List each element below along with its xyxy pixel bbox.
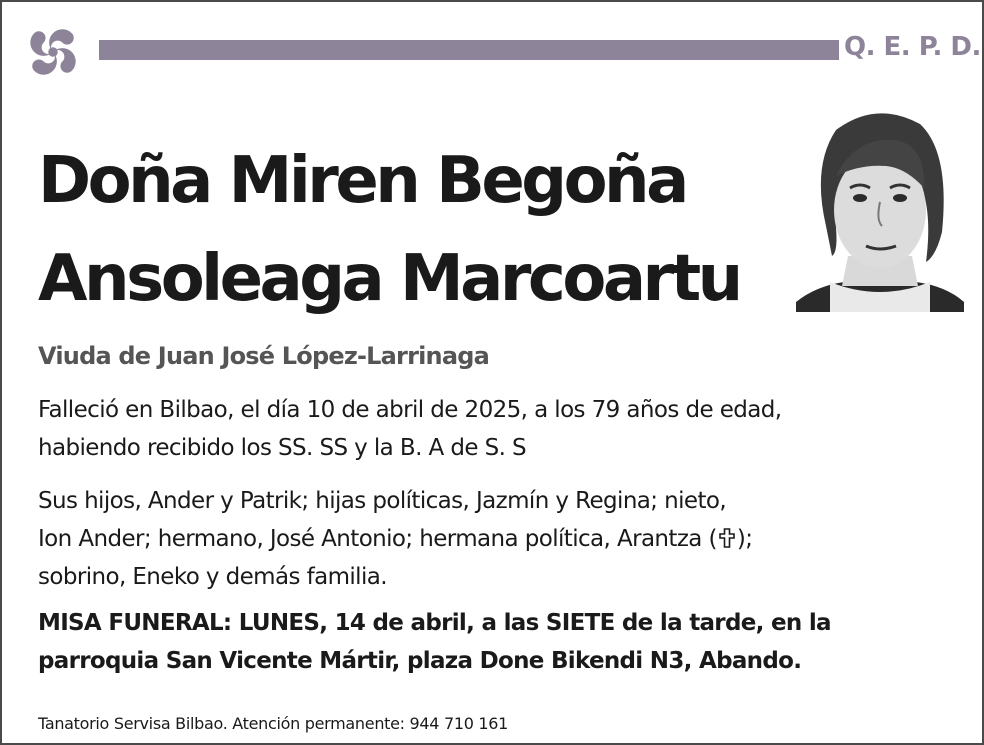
lauburu-icon — [14, 14, 92, 90]
death-line-1: Falleció en Bilbao, el día 10 de abril de 2025, a los 79 años de edad, — [38, 397, 782, 423]
qepd-label: Q. E. P. D. — [844, 32, 981, 62]
funeral-home-footer: Tanatorio Servisa Bilbao. Atención permanente: 944 710 161 — [38, 714, 509, 733]
name-line-1: Doña Miren Begoña — [38, 144, 686, 218]
header-bar — [99, 40, 839, 60]
deceased-name — [38, 132, 778, 328]
funeral-paragraph — [38, 604, 968, 680]
widow-of-subtitle: Viuda de Juan José López-Larrinaga — [38, 342, 490, 370]
family-line-3: sobrino, Eneko y demás familia. — [38, 564, 387, 590]
family-line-2 — [38, 520, 968, 558]
family-line-2-end: ); — [736, 526, 753, 552]
death-line-2: habiendo recibido los SS. SS y la B. A de S. S — [38, 435, 527, 461]
family-line-1: Sus hijos, Ander y Patrik; hijas políticas, Jazmín y Regina; nieto, — [38, 488, 727, 514]
funeral-line-2: parroquia San Vicente Mártir, plaza Done Bikendi N3, Abando. — [38, 648, 802, 674]
name-line-2: Ansoleaga Marcoartu — [38, 242, 740, 316]
funeral-line-1: MISA FUNERAL: LUNES, 14 de abril, a las SIETE de la tarde, en la — [38, 610, 831, 636]
cross-icon — [718, 528, 736, 548]
family-paragraph — [38, 482, 968, 596]
death-paragraph — [38, 391, 968, 467]
family-line-2-text: Ion Ander; hermano, José Antonio; hermana política, Arantza ( — [38, 526, 717, 552]
portrait-photo — [796, 106, 964, 312]
